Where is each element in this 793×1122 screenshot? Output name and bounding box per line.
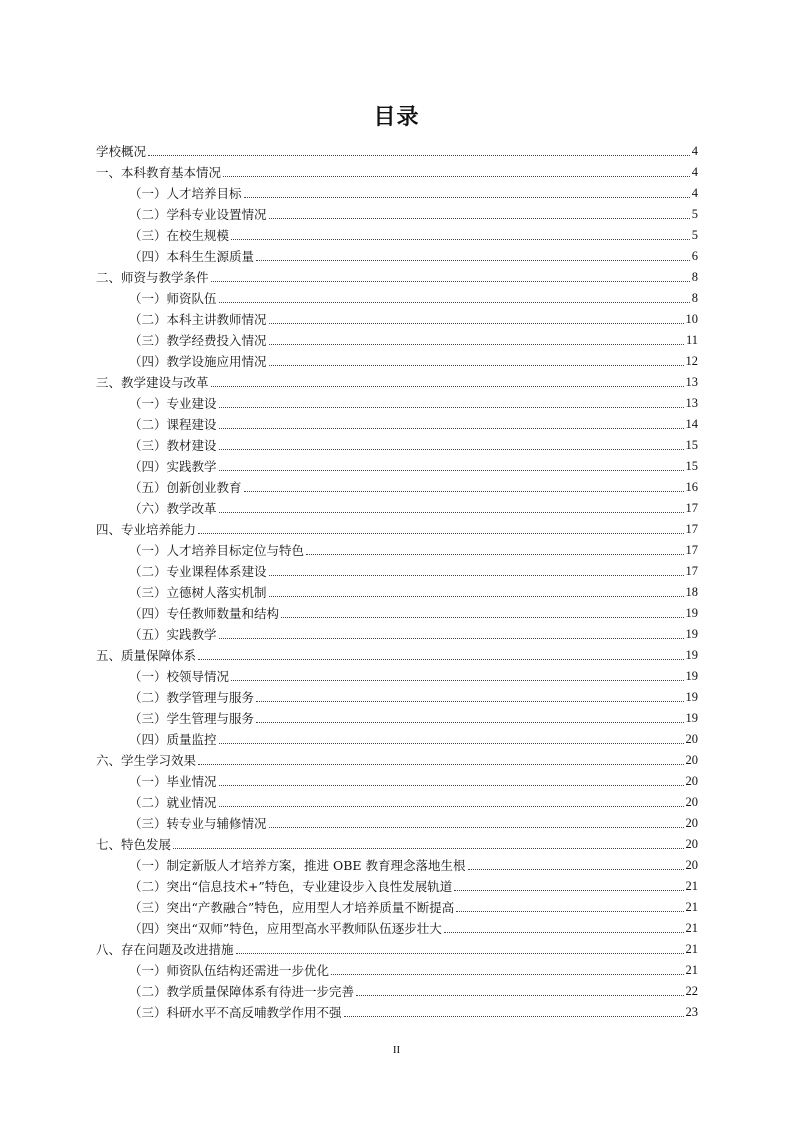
toc-entry-label: （一）师资队伍 [129,291,217,306]
toc-entry-page-number: 4 [691,186,698,200]
toc-entry-page-number: 17 [685,522,698,536]
toc-subsection-entry[interactable] [96,390,698,411]
toc-entry-label: 五、质量保障体系 [96,648,197,663]
toc-entry-page-number: 19 [685,690,698,704]
dot-leader [219,301,690,303]
toc-entry-page-number: 8 [691,291,698,305]
toc-entry-page-number: 20 [685,816,698,830]
toc-subsection-entry[interactable] [96,537,698,558]
toc-entry-label: 四、专业培养能力 [96,522,197,537]
page-title: 目录 [373,105,420,130]
dot-leader [444,931,684,933]
toc-subsection-entry[interactable] [96,789,698,810]
dot-leader [211,385,684,387]
toc-entry-label: （二）学科专业设置情况 [129,207,267,222]
toc-subsection-entry[interactable] [96,768,698,789]
toc-entry-label: （五）实践教学 [129,627,217,642]
toc-section-entry[interactable] [96,159,698,180]
dot-leader [269,595,684,597]
dot-leader [173,847,683,849]
toc-subsection-entry[interactable] [96,243,698,264]
toc-entry-label: （三）突出“产教融合”特色，应用型人才培养质量不断提高 [129,900,455,915]
toc-subsection-entry[interactable] [96,957,698,978]
toc-entry-label: （二）教学质量保障体系有待进一步完善 [129,984,355,999]
dot-leader [244,490,684,492]
toc-subsection-entry[interactable] [96,999,698,1020]
toc-entry-label: （一）制定新版人才培养方案，推进 OBE 教育理念落地生根 [129,858,466,873]
dot-leader [219,469,684,471]
dot-leader [454,889,683,891]
toc-entry-label: （二）突出“信息技术+”特色，专业建设步入良性发展轨道 [129,879,453,894]
dot-leader [219,406,684,408]
toc-section-entry[interactable] [96,831,698,852]
toc-entry-label: （四）教学设施应用情况 [129,354,267,369]
toc-subsection-entry[interactable] [96,411,698,432]
toc-entry-page-number: 13 [685,375,698,389]
toc-entry-label: 一、本科教育基本情况 [96,165,222,180]
toc-entry-label: （三）教材建设 [129,438,217,453]
toc-entry-page-number: 21 [685,879,698,893]
toc-entry-page-number: 15 [685,438,698,452]
toc-subsection-entry[interactable] [96,201,698,222]
toc-entry-page-number: 17 [685,501,698,515]
toc-entry-page-number: 5 [691,228,698,242]
toc-subsection-entry[interactable] [96,894,698,915]
toc-subsection-entry[interactable] [96,579,698,600]
dot-leader [148,154,690,156]
toc-subsection-entry[interactable] [96,978,698,999]
toc-entry-label: （三）科研水平不高反哺教学作用不强 [129,1005,342,1020]
toc-entry-page-number: 17 [685,543,698,557]
toc-entry-label: 八、存在问题及改进措施 [96,942,234,957]
toc-section-entry[interactable] [96,516,698,537]
toc-subsection-entry[interactable] [96,222,698,243]
toc-entry-label: （六）教学改革 [129,501,217,516]
dot-leader [468,868,684,870]
toc-entry-page-number: 4 [691,144,698,158]
toc-section-entry[interactable] [96,138,698,159]
toc-entry-page-number: 20 [685,837,698,851]
toc-subsection-entry[interactable] [96,684,698,705]
toc-subsection-entry[interactable] [96,453,698,474]
toc-subsection-entry[interactable] [96,726,698,747]
toc-entry-page-number: 15 [685,459,698,473]
dot-leader [198,658,683,660]
toc-entry-page-number: 14 [685,417,698,431]
dot-leader [219,427,684,429]
toc-subsection-entry[interactable] [96,348,698,369]
dot-leader [269,217,690,219]
toc-entry-page-number: 20 [685,732,698,746]
toc-entry-page-number: 17 [685,564,698,578]
toc-entry-label: （一）人才培养目标定位与特色 [129,543,305,558]
dot-leader [281,616,683,618]
table-of-contents [96,138,698,1020]
toc-entry-label: （四）实践教学 [129,459,217,474]
dot-leader [236,952,684,954]
dot-leader [219,511,684,513]
toc-subsection-entry[interactable] [96,180,698,201]
dot-leader [269,322,684,324]
toc-entry-page-number: 13 [685,396,698,410]
toc-entry-page-number: 22 [685,984,698,998]
toc-entry-label: （三）学生管理与服务 [129,711,255,726]
toc-entry-page-number: 21 [685,900,698,914]
dot-leader [331,973,683,975]
toc-entry-label: （一）师资队伍结构还需进一步优化 [129,963,330,978]
toc-section-entry[interactable] [96,264,698,285]
toc-entry-label: （一）人才培养目标 [129,186,242,201]
toc-entry-page-number: 5 [691,207,698,221]
toc-entry-page-number: 16 [685,480,698,494]
dot-leader [256,259,690,261]
toc-entry-label: （四）专任教师数量和结构 [129,606,280,621]
toc-entry-page-number: 21 [685,963,698,977]
toc-entry-page-number: 20 [685,795,698,809]
toc-entry-label: （一）校领导情况 [129,669,230,684]
dot-leader [456,910,683,912]
dot-leader [244,196,690,198]
toc-entry-label: 学校概况 [96,144,147,159]
toc-entry-label: （四）突出“双师”特色，应用型高水平教师队伍逐步壮大 [129,921,442,936]
toc-entry-label: （二）就业情况 [129,795,217,810]
dot-leader [198,763,683,765]
toc-subsection-entry[interactable] [96,663,698,684]
toc-entry-page-number: 11 [685,333,698,347]
toc-entry-page-number: 21 [685,942,698,956]
dot-leader [306,553,683,555]
toc-entry-label: 三、教学建设与改革 [96,375,209,390]
dot-leader [344,1015,684,1017]
toc-entry-label: （四）质量监控 [129,732,217,747]
toc-entry-label: （三）在校生规模 [129,228,230,243]
dot-leader [269,364,684,366]
toc-entry-page-number: 20 [685,753,698,767]
toc-subsection-entry[interactable] [96,285,698,306]
dot-leader [269,343,684,345]
toc-entry-label: （三）教学经费投入情况 [129,333,267,348]
toc-entry-label: 七、特色发展 [96,837,172,852]
toc-entry-label: （二）课程建设 [129,417,217,432]
toc-subsection-entry[interactable] [96,474,698,495]
dot-leader [231,238,690,240]
toc-entry-page-number: 19 [685,711,698,725]
page-number-footer: II [392,1044,401,1056]
toc-entry-page-number: 20 [685,858,698,872]
toc-entry-label: （二）教学管理与服务 [129,690,255,705]
toc-entry-page-number: 10 [685,312,698,326]
dot-leader [231,679,683,681]
toc-subsection-entry[interactable] [96,600,698,621]
toc-section-entry[interactable] [96,747,698,768]
toc-section-entry[interactable] [96,369,698,390]
dot-leader [256,700,683,702]
toc-entry-page-number: 19 [685,627,698,641]
toc-subsection-entry[interactable] [96,705,698,726]
toc-subsection-entry[interactable] [96,915,698,936]
toc-entry-page-number: 12 [685,354,698,368]
toc-section-entry[interactable] [96,936,698,957]
dot-leader [269,574,684,576]
dot-leader [223,175,690,177]
dot-leader [219,784,684,786]
toc-entry-label: （一）专业建设 [129,396,217,411]
toc-entry-label: 二、师资与教学条件 [96,270,209,285]
toc-entry-label: （四）本科生生源质量 [129,249,255,264]
toc-entry-label: （二）专业课程体系建设 [129,564,267,579]
dot-leader [219,637,684,639]
dot-leader [219,448,684,450]
toc-entry-label: 六、学生学习效果 [96,753,197,768]
toc-entry-page-number: 4 [691,165,698,179]
dot-leader [256,721,683,723]
toc-subsection-entry[interactable] [96,432,698,453]
toc-entry-page-number: 6 [691,249,698,263]
toc-entry-page-number: 19 [685,648,698,662]
toc-entry-label: （五）创新创业教育 [129,480,242,495]
toc-subsection-entry[interactable] [96,495,698,516]
toc-subsection-entry[interactable] [96,873,698,894]
toc-entry-page-number: 23 [685,1005,698,1019]
toc-entry-label: （三）立德树人落实机制 [129,585,267,600]
toc-section-entry[interactable] [96,642,698,663]
dot-leader [219,805,684,807]
toc-subsection-entry[interactable] [96,810,698,831]
toc-entry-label: （一）毕业情况 [129,774,217,789]
toc-entry-page-number: 21 [685,921,698,935]
dot-leader [211,280,690,282]
toc-subsection-entry[interactable] [96,558,698,579]
toc-entry-label: （三）转专业与辅修情况 [129,816,267,831]
toc-subsection-entry[interactable] [96,621,698,642]
toc-entry-page-number: 19 [685,669,698,683]
dot-leader [219,742,684,744]
toc-entry-page-number: 18 [685,585,698,599]
toc-entry-page-number: 19 [685,606,698,620]
toc-subsection-entry[interactable] [96,306,698,327]
dot-leader [269,826,684,828]
dot-leader [356,994,683,996]
toc-entry-label: （二）本科主讲教师情况 [129,312,267,327]
toc-subsection-entry[interactable] [96,852,698,873]
toc-entry-page-number: 8 [691,270,698,284]
toc-entry-page-number: 20 [685,774,698,788]
toc-subsection-entry[interactable] [96,327,698,348]
dot-leader [198,532,683,534]
